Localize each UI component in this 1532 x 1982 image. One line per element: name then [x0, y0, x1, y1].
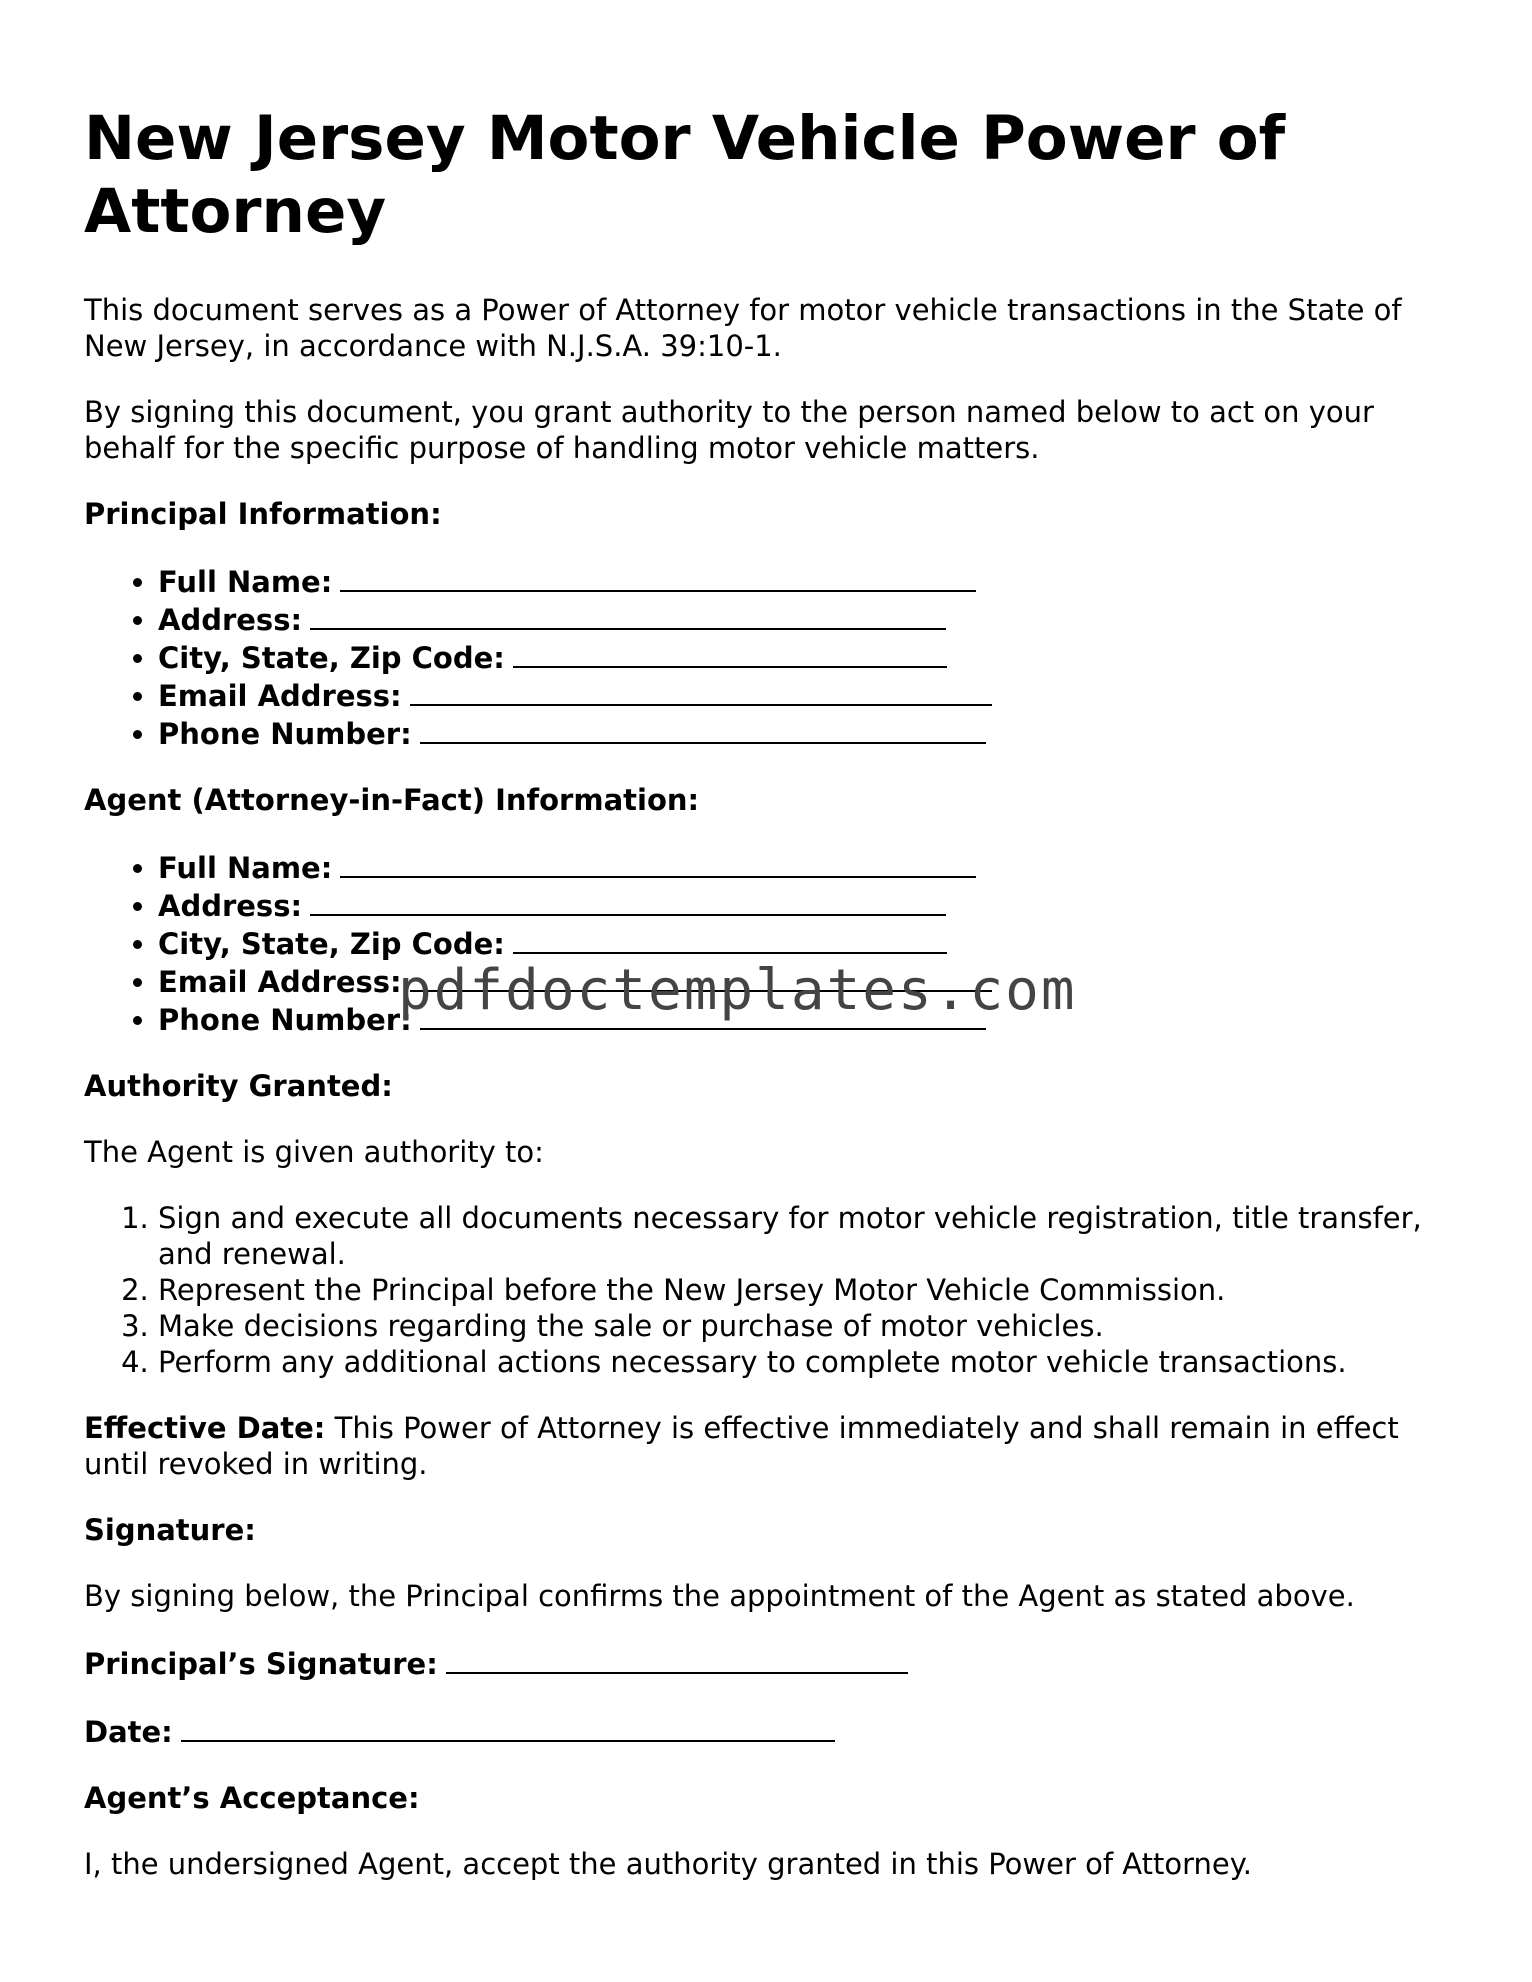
authority-lead: The Agent is given authority to:: [84, 1135, 544, 1169]
date-line: Date:: [84, 1712, 1464, 1750]
watermark: pdfdoctemplates.com: [398, 958, 1077, 1023]
authority-heading: Authority Granted:: [84, 1069, 393, 1103]
signature-text: By signing below, the Principal confirms the appointment of the Agent as stated above.: [84, 1579, 1355, 1613]
principal-full-name-field: • Full Name:: [158, 562, 1464, 600]
blank-line: [181, 1712, 835, 1742]
effective-date-label: Effective Date:: [84, 1411, 326, 1445]
principal-signature-line: Principal’s Signature:: [84, 1644, 1464, 1682]
principal-address-field: • Address:: [158, 600, 1464, 638]
principal-email-field: • Email Address:: [158, 676, 1464, 714]
intro-paragraph-2: By signing this document, you grant authority to the person named below to act on your behalf for the specific purpose of handling motor vehicle matters.: [84, 395, 1374, 465]
blank-line: [513, 924, 947, 954]
authority-item: 3. Make decisions regarding the sale or purchase of motor vehicles.: [158, 1308, 1464, 1344]
agent-full-name-field: • Full Name:: [158, 848, 1464, 886]
blank-line: [340, 848, 976, 878]
blank-line: [420, 714, 986, 744]
principal-phone-field: • Phone Number:: [158, 714, 1464, 752]
agent-phone-field: • Phone Number:: [158, 1000, 1464, 1038]
acceptance-heading: Agent’s Acceptance:: [84, 1781, 420, 1815]
blank-line: [513, 638, 947, 668]
blank-line: [410, 676, 992, 706]
intro-paragraph-1: This document serves as a Power of Attorney for motor vehicle transactions in the State of New Jersey, in accordance with N.J.S.A. 39:10-1.: [84, 293, 1402, 363]
agent-city-state-zip-field: • City, State, Zip Code:: [158, 924, 1464, 962]
authority-list: [84, 1200, 1464, 1380]
principal-fields: [84, 562, 1464, 752]
authority-item: 4. Perform any additional actions necessary to complete motor vehicle transactions.: [158, 1344, 1464, 1380]
agent-heading: Agent (Attorney-in-Fact) Information:: [84, 783, 700, 817]
acceptance-text: I, the undersigned Agent, accept the authority granted in this Power of Attorney.: [84, 1847, 1252, 1881]
blank-line: [446, 1644, 908, 1674]
principal-city-state-zip-field: • City, State, Zip Code:: [158, 638, 1464, 676]
authority-item: 1. Sign and execute all documents necessary for motor vehicle registration, title transfer, and renewal.: [158, 1200, 1464, 1272]
agent-address-field: • Address:: [158, 886, 1464, 924]
effective-date-text: This Power of Attorney is effective immediately and shall remain in effect until revoked in writing.: [84, 1411, 1399, 1481]
blank-line: [310, 886, 946, 916]
authority-item: 2. Represent the Principal before the New Jersey Motor Vehicle Commission.: [158, 1272, 1464, 1308]
principal-heading: Principal Information:: [84, 497, 442, 531]
blank-line: [340, 562, 976, 592]
page-title: New Jersey Motor Vehicle Power of Attorney: [84, 103, 1286, 247]
effective-date-paragraph: [84, 1410, 1464, 1482]
signature-heading: Signature:: [84, 1513, 256, 1547]
agent-email-field: • Email Address:: [158, 962, 1464, 1000]
blank-line: [310, 600, 946, 630]
